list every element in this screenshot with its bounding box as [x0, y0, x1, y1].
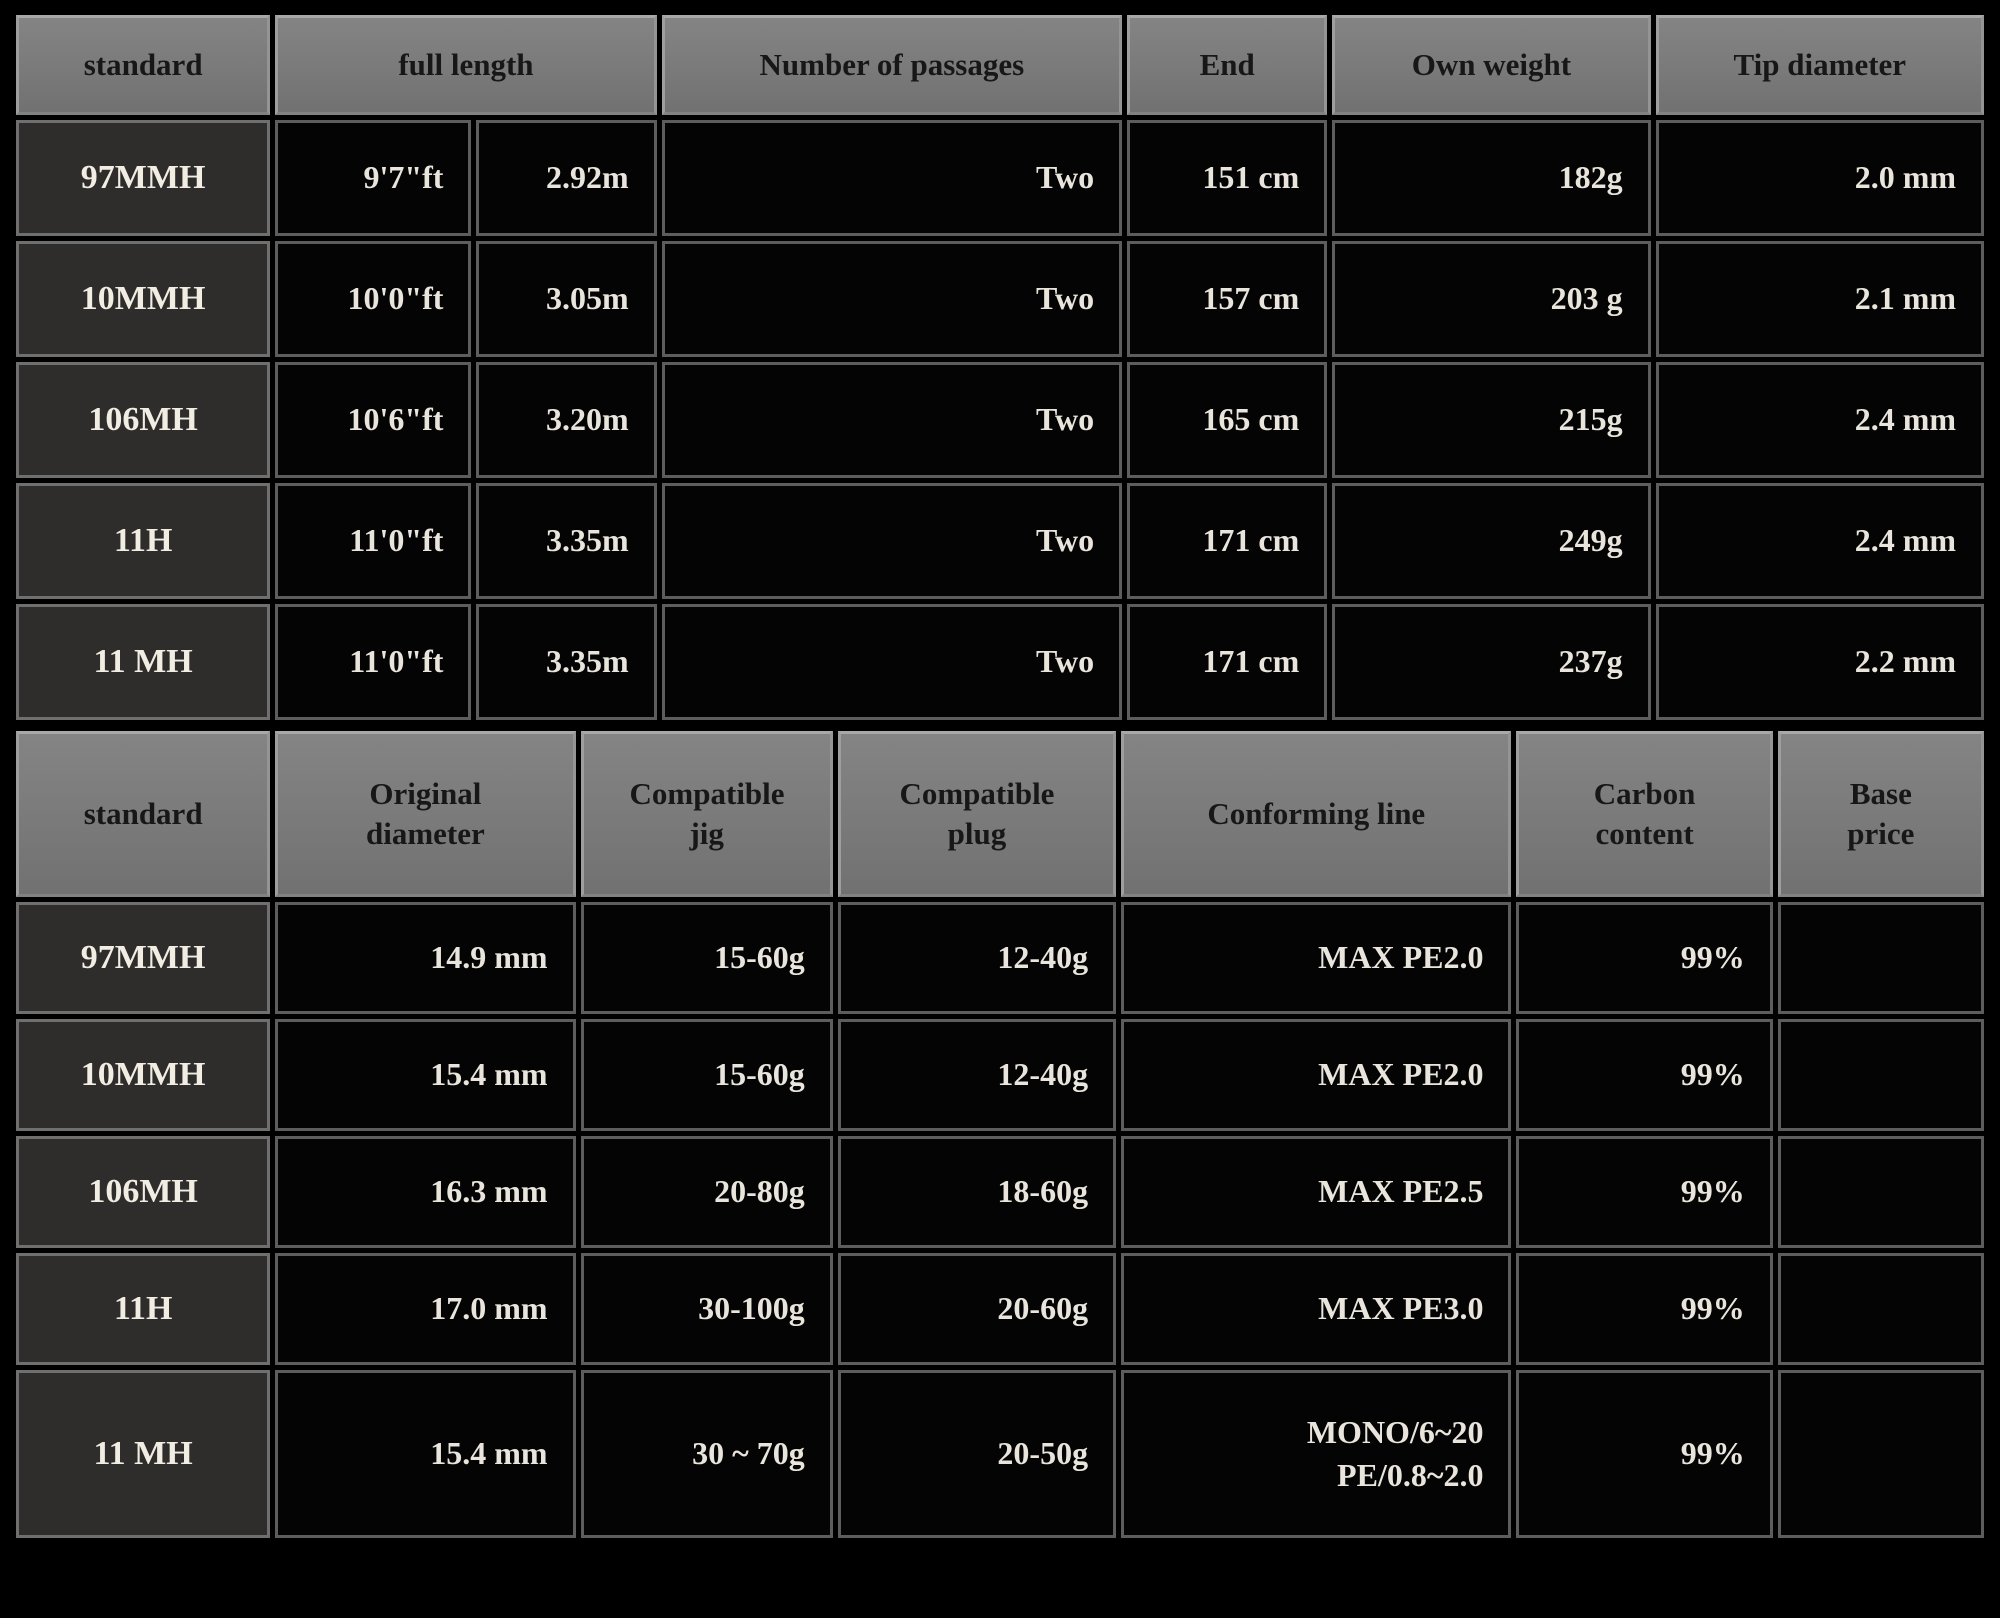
t1-r2-weight: 215g: [1332, 362, 1650, 478]
t2-r0-diameter: 14.9 mm: [275, 902, 575, 1014]
t2-r2-line: MAX PE2.5: [1121, 1136, 1511, 1248]
t1-r0-passages: Two: [662, 120, 1122, 236]
t2-r3-line: MAX PE3.0: [1121, 1253, 1511, 1365]
t2-r4-price: [1778, 1370, 1984, 1538]
t2-r2-standard: 106MH: [16, 1136, 270, 1248]
t2-r0-standard: 97MMH: [16, 902, 270, 1014]
t2-r1-price: [1778, 1019, 1984, 1131]
t2-header-base-price: Base price: [1778, 731, 1984, 897]
t2-r0-carbon: 99%: [1516, 902, 1772, 1014]
t1-r3-end: 171 cm: [1127, 483, 1327, 599]
conforming-line-mono: MONO/6~20: [1306, 1413, 1484, 1450]
t2-r0-plug: 12-40g: [838, 902, 1116, 1014]
t1-header-row: [16, 15, 1984, 115]
t1-r4-tip: 2.2 mm: [1656, 604, 1984, 720]
t1-r0-weight: 182g: [1332, 120, 1650, 236]
t1-r2-length-m: 3.20m: [476, 362, 656, 478]
t2-header-standard: standard: [16, 731, 270, 897]
t1-r3-passages: Two: [662, 483, 1122, 599]
t1-r3-tip: 2.4 mm: [1656, 483, 1984, 599]
t2-r2-carbon: 99%: [1516, 1136, 1772, 1248]
t2-header-compatible-jig: Compatible jig: [581, 731, 833, 897]
t1-r0-tip: 2.0 mm: [1656, 120, 1984, 236]
t2-r2-jig: 20-80g: [581, 1136, 833, 1248]
table-row: [16, 1136, 1984, 1248]
t2-header-row: [16, 731, 1984, 897]
t1-r1-standard: 10MMH: [16, 241, 270, 357]
t2-r1-plug: 12-40g: [838, 1019, 1116, 1131]
t2-r1-carbon: 99%: [1516, 1019, 1772, 1131]
t2-r1-line: MAX PE2.0: [1121, 1019, 1511, 1131]
t2-header-carbon-content: Carbon content: [1516, 731, 1772, 897]
t1-r1-length-m: 3.05m: [476, 241, 656, 357]
t2-r1-jig: 15-60g: [581, 1019, 833, 1131]
table-row: [16, 1019, 1984, 1131]
t2-r0-price: [1778, 902, 1984, 1014]
t1-r1-length-ft: 10'0"ft: [275, 241, 471, 357]
t1-r1-end: 157 cm: [1127, 241, 1327, 357]
t1-r0-length-m: 2.92m: [476, 120, 656, 236]
t2-r1-diameter: 15.4 mm: [275, 1019, 575, 1131]
t2-r4-line: [1121, 1370, 1511, 1538]
table-row: [16, 1370, 1984, 1538]
t1-r2-length-ft: 10'6"ft: [275, 362, 471, 478]
t1-r4-end: 171 cm: [1127, 604, 1327, 720]
table-row: [16, 483, 1984, 599]
t1-r1-passages: Two: [662, 241, 1122, 357]
t2-r4-jig: 30 ~ 70g: [581, 1370, 833, 1538]
t2-r0-line: MAX PE2.0: [1121, 902, 1511, 1014]
t1-header-full-length: full length: [275, 15, 656, 115]
t2-r1-standard: 10MMH: [16, 1019, 270, 1131]
t1-r2-passages: Two: [662, 362, 1122, 478]
t2-r4-standard: 11 MH: [16, 1370, 270, 1538]
t2-header-conforming-line: Conforming line: [1121, 731, 1511, 897]
t2-r3-standard: 11H: [16, 1253, 270, 1365]
table-row: [16, 604, 1984, 720]
spec-table-dimensions: [11, 10, 1989, 725]
t2-r0-jig: 15-60g: [581, 902, 833, 1014]
t1-header-standard: standard: [16, 15, 270, 115]
t1-r0-standard: 97MMH: [16, 120, 270, 236]
t2-r3-plug: 20-60g: [838, 1253, 1116, 1365]
t1-header-own-weight: Own weight: [1332, 15, 1650, 115]
t2-r3-carbon: 99%: [1516, 1253, 1772, 1365]
t1-r4-length-ft: 11'0"ft: [275, 604, 471, 720]
t2-r3-jig: 30-100g: [581, 1253, 833, 1365]
table-row: [16, 902, 1984, 1014]
t1-r3-length-m: 3.35m: [476, 483, 656, 599]
t1-header-end: End: [1127, 15, 1327, 115]
t1-r0-length-ft: 9'7"ft: [275, 120, 471, 236]
t1-r2-end: 165 cm: [1127, 362, 1327, 478]
t1-r4-weight: 237g: [1332, 604, 1650, 720]
t2-r2-plug: 18-60g: [838, 1136, 1116, 1248]
t2-header-compatible-plug: Compatible plug: [838, 731, 1116, 897]
table-row: [16, 120, 1984, 236]
t1-r4-passages: Two: [662, 604, 1122, 720]
t1-header-tip-diameter: Tip diameter: [1656, 15, 1984, 115]
t1-r4-length-m: 3.35m: [476, 604, 656, 720]
t2-r4-carbon: 99%: [1516, 1370, 1772, 1538]
t1-r3-length-ft: 11'0"ft: [275, 483, 471, 599]
t1-r3-standard: 11H: [16, 483, 270, 599]
conforming-line-pe: PE/0.8~2.0: [1337, 1457, 1484, 1493]
t2-r3-diameter: 17.0 mm: [275, 1253, 575, 1365]
t2-r4-plug: 20-50g: [838, 1370, 1116, 1538]
t2-r3-price: [1778, 1253, 1984, 1365]
t2-r4-diameter: 15.4 mm: [275, 1370, 575, 1538]
table-row: [16, 241, 1984, 357]
spec-table-compatibility: [11, 726, 1989, 1543]
t1-r1-weight: 203 g: [1332, 241, 1650, 357]
t2-r2-diameter: 16.3 mm: [275, 1136, 575, 1248]
t2-r2-price: [1778, 1136, 1984, 1248]
t1-r0-end: 151 cm: [1127, 120, 1327, 236]
t1-header-passages: Number of passages: [662, 15, 1122, 115]
t1-r2-standard: 106MH: [16, 362, 270, 478]
table-row: [16, 1253, 1984, 1365]
t1-r2-tip: 2.4 mm: [1656, 362, 1984, 478]
t1-r1-tip: 2.1 mm: [1656, 241, 1984, 357]
table-row: [16, 362, 1984, 478]
t2-header-original-diameter: Original diameter: [275, 731, 575, 897]
t1-r3-weight: 249g: [1332, 483, 1650, 599]
t1-r4-standard: 11 MH: [16, 604, 270, 720]
